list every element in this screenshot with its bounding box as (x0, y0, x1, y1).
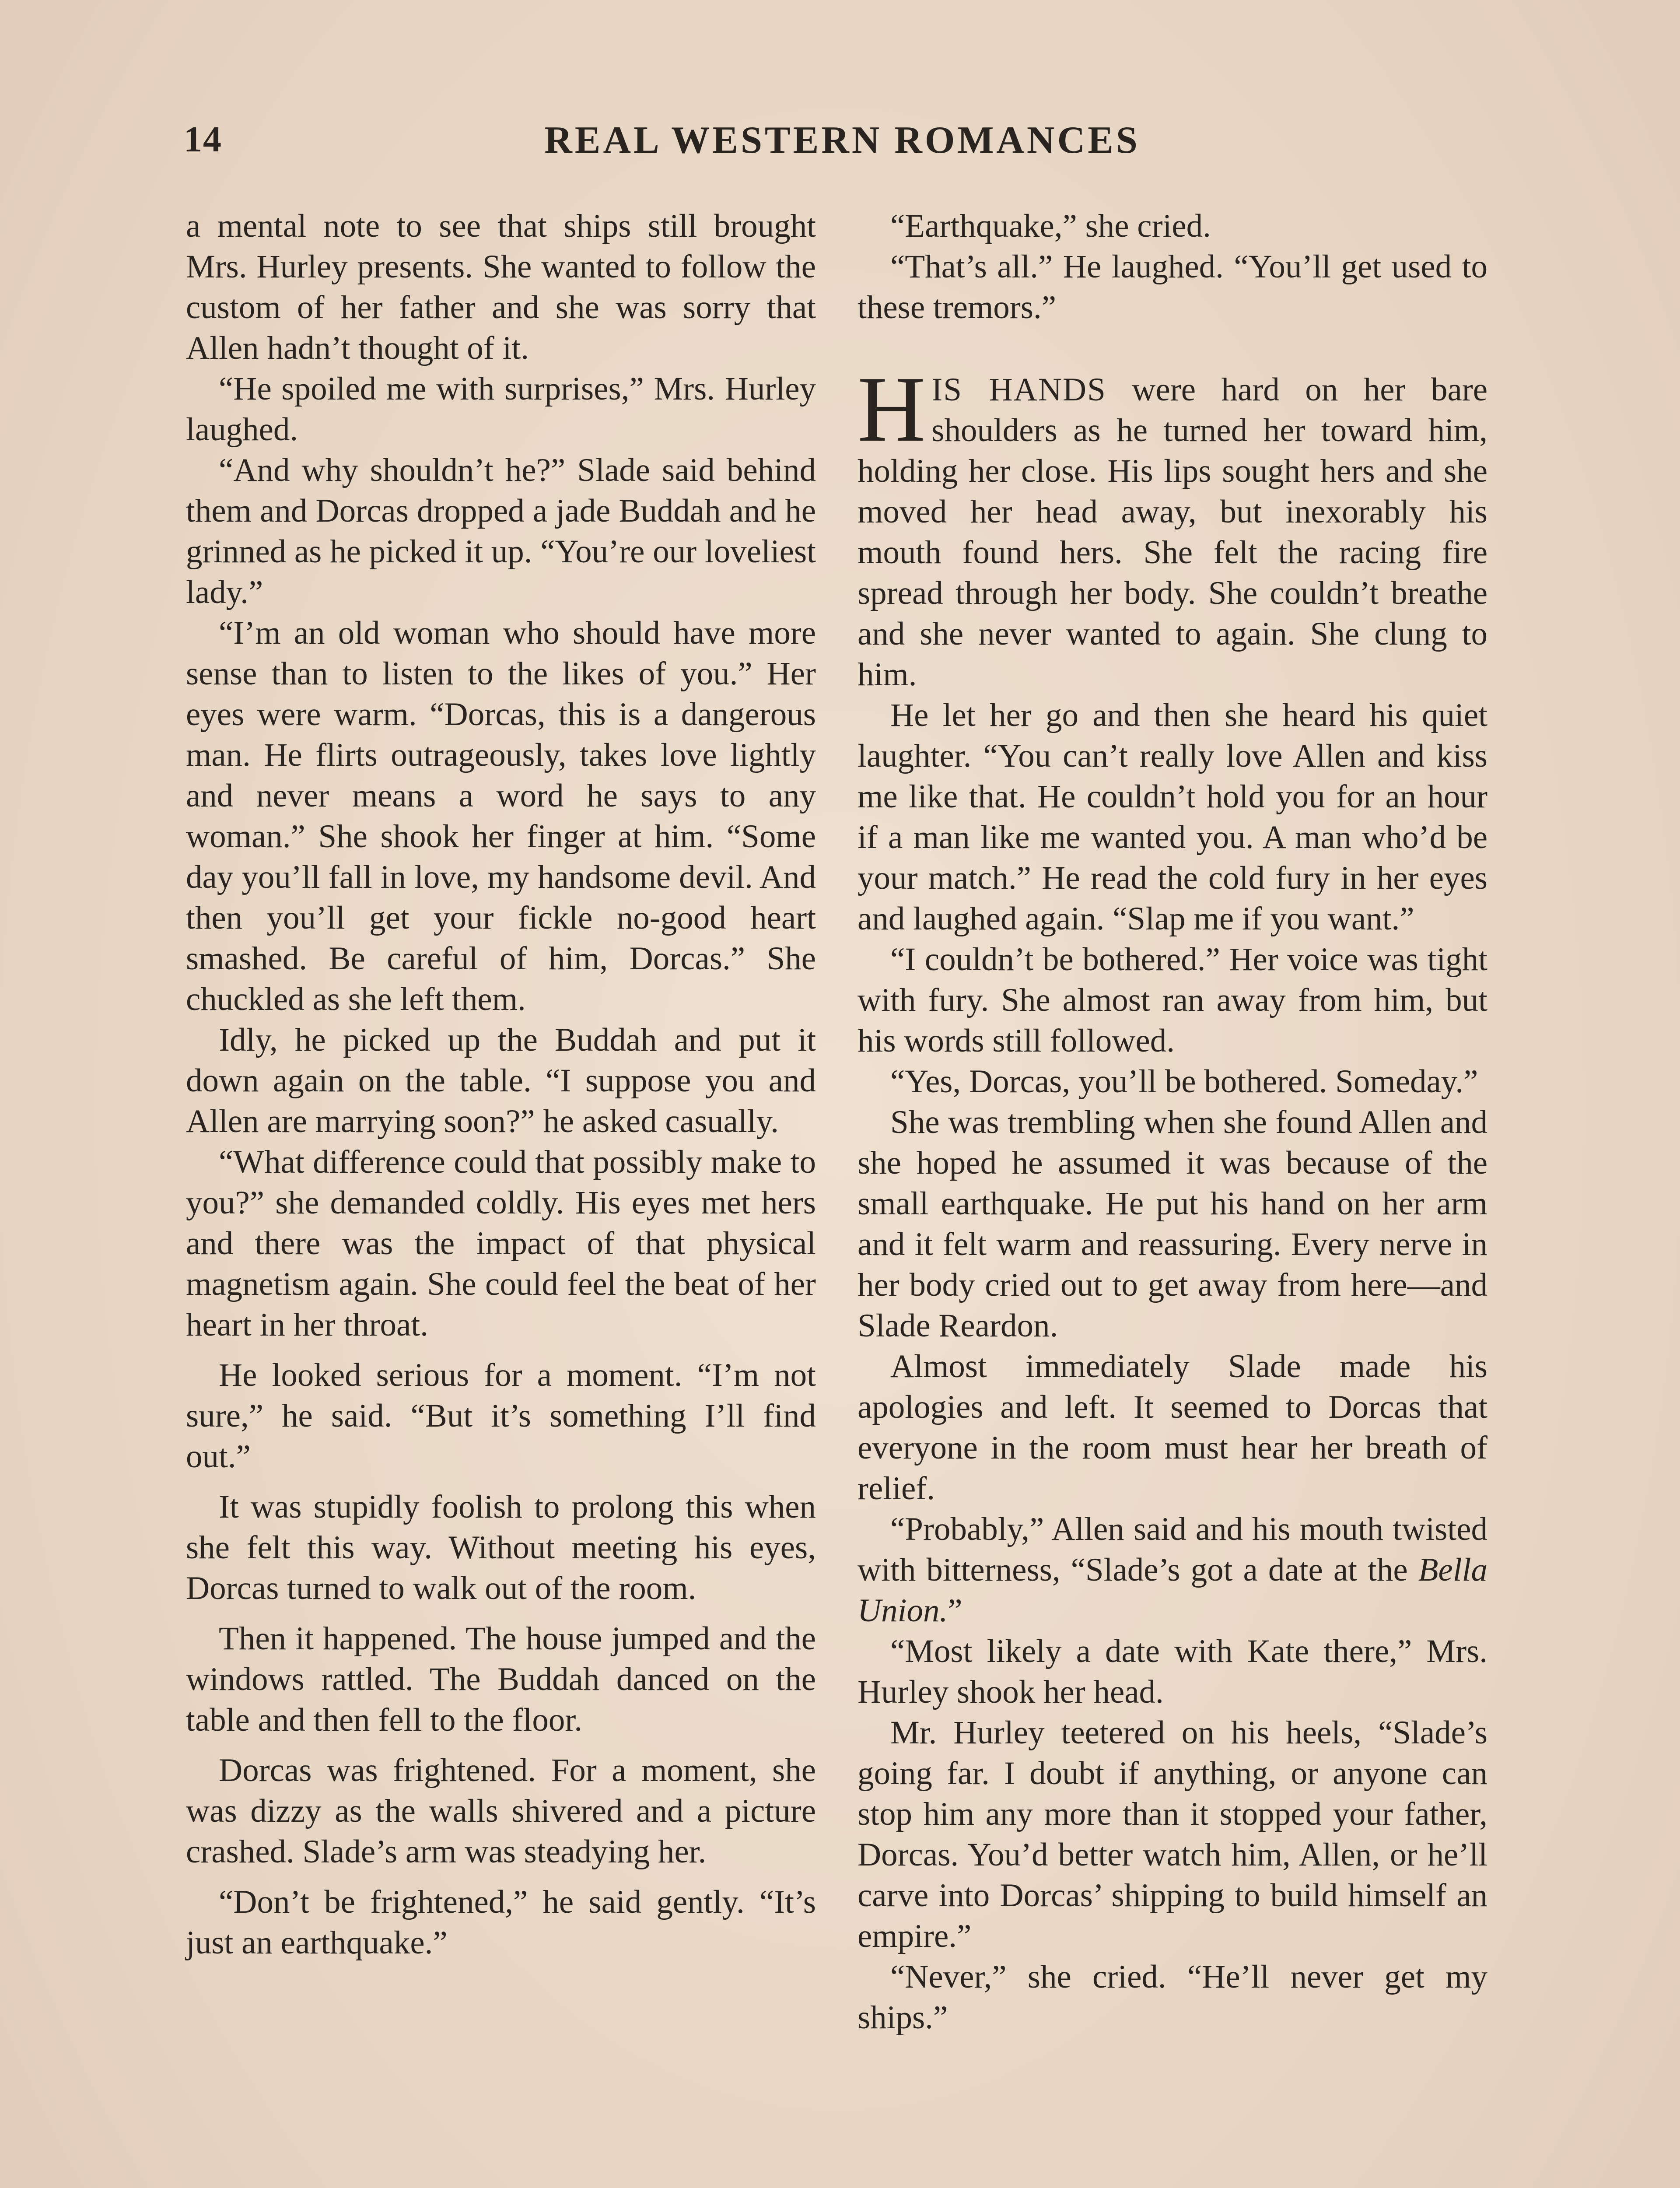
paragraph: “Most likely a date with Kate there,” Mrs. Hurley shook her head. (858, 1633, 1488, 1710)
paragraph: Idly, he picked up the Buddah and put it down again on the table. “I suppose you and Allen are marrying soon?” he asked casually. (186, 1022, 816, 1140)
paragraph: He let her go and then she heard his quiet laughter. “You can’t really love Allen and kiss me like that. He couldn’t hold you for an hour if a man like me wanted you. A man who’d be your match.” He read the cold fury in her eyes and laughed again. “Slap me if you want.” (858, 697, 1488, 937)
paragraph: “Earthquake,” she cried. (890, 208, 1211, 244)
paragraph: Then it happened. The house jumped and the windows rattled. The Buddah danced on the table and then fell to the floor. (186, 1620, 816, 1738)
paragraph: She was trembling when she found Allen and she hoped he assumed it was because of the small earthquake. He put his hand on her arm and it felt warm and reassuring. Every nerve in her body cried out to get away from here—and Slade Reardon. (858, 1104, 1488, 1344)
paragraph: “He spoiled me with surprises,” Mrs. Hurley laughed. (186, 371, 816, 448)
paragraph: It was stupidly foolish to prolong this when she felt this way. Without meeting his eyes, Dorcas turned to walk out of the room. (186, 1489, 816, 1606)
running-title: REAL WESTERN ROMANCES (544, 119, 1140, 161)
paragraph: Almost immediately Slade made his apologies and left. It seemed to Dorcas that everyone in the room must hear her breath of relief. (858, 1348, 1488, 1507)
text-run: ” (948, 1592, 962, 1629)
right-column (858, 206, 1488, 2038)
section-opening-paragraph (858, 357, 1488, 695)
italic-text: Bella Union. (858, 1552, 1488, 1629)
section-first-text: were hard on her bare shoulders as he turned her toward him, holding her close. His lips sought hers and she moved her head away, but inexorably his mouth found hers. She felt the racing fire spread through her body. She couldn’t breathe and she never wanted to again. She clung to him. (858, 372, 1488, 693)
paragraph: “And why shouldn’t he?” Slade said behind them and Dorcas dropped a jade Buddah and he grinned as he picked it up. “You’re our loveliest lady.” (186, 452, 816, 610)
paragraph: “Yes, Dorcas, you’ll be bothered. Someday.” (890, 1063, 1478, 1100)
drop-cap: H (858, 357, 926, 461)
paragraph: a mental note to see that ships still brought Mrs. Hurley presents. She wanted to follow the custom of her father and she was sorry that Allen hadn’t thought of it. (186, 208, 816, 366)
paragraph: Dorcas was frightened. For a moment, she was dizzy as the walls shivered and a picture crashed. Slade’s arm was steadying her. (186, 1752, 816, 1870)
section-lead-in: IS HANDS (931, 372, 1106, 408)
paragraph: “I couldn’t be bothered.” Her voice was tight with fury. She almost ran away from him, but his words still followed. (858, 941, 1488, 1059)
paragraph: “Never,” she cried. “He’ll never get my ships.” (858, 1959, 1488, 2036)
paragraph: Mr. Hurley teetered on his heels, “Slade’s going far. I doubt if anything, or anyone can stop him any more than it stopped your father, Dorcas. You’d better watch him, Allen, or he’ll carve into Dorcas’ shipping to build himself an empire.” (858, 1715, 1488, 1954)
left-column (186, 206, 816, 1963)
paragraph: “That’s all.” He laughed. “You’ll get used to these tremors.” (858, 249, 1488, 326)
page-number: 14 (184, 119, 222, 160)
text-run: “Probably,” Allen said and his mouth twisted with bitterness, “Slade’s got a date at the (858, 1511, 1488, 1588)
page-header (184, 118, 1501, 171)
paragraph: He looked serious for a moment. “I’m not sure,” he said. “But it’s something I’ll find out.” (186, 1357, 816, 1475)
paragraph: “Don’t be frightened,” he said gently. “It’s just an earthquake.” (186, 1884, 816, 1961)
paragraph (858, 1509, 1488, 1631)
paragraph: “I’m an old woman who should have more sense than to listen to the likes of you.” Her eyes were warm. “Dorcas, this is a dangerous man. He flirts outrageously, takes love lightly and never means a word he says to any woman.” She shook her finger at him. “Some day you’ll fall in love, my handsome devil. And then you’ll get your fickle no-good heart smashed. Be careful of him, Dorcas.” She chuckled as she left them. (186, 615, 816, 1017)
paragraph: “What difference could that possibly make to you?” she demanded coldly. His eyes met hers and there was the impact of that physical magnetism again. She could feel the beat of her heart in her throat. (186, 1144, 816, 1343)
